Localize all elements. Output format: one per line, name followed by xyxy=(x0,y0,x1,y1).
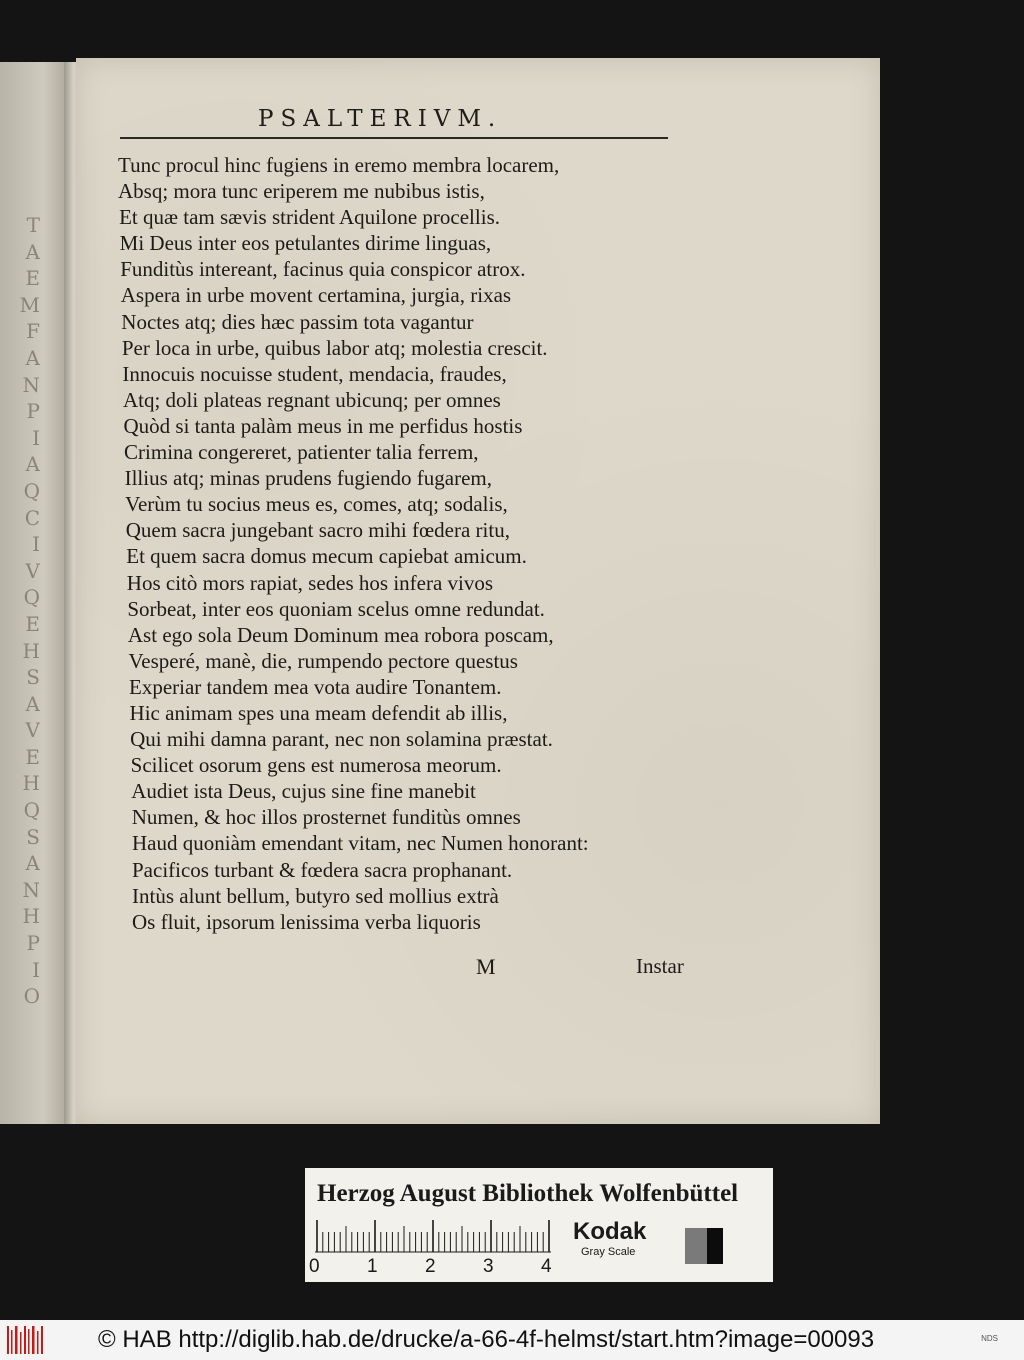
margin-letter: E xyxy=(25,611,40,636)
verse-line: Et quæ tam sævis strident Aquilone procellis. xyxy=(119,205,500,230)
ruler-scale xyxy=(315,1220,565,1260)
verse-line: Quem sacra jungebant sacro mihi fœdera ritu, xyxy=(125,518,510,543)
margin-letter: V xyxy=(25,558,40,583)
catchword: Instar xyxy=(636,954,684,978)
margin-letter: Q xyxy=(23,478,40,503)
verse-line: Quòd si tanta palàm meus in me perfidus hostis xyxy=(123,413,523,438)
footer-bar xyxy=(0,1320,1024,1360)
ruler-number: 4 xyxy=(541,1256,552,1277)
margin-letter: H xyxy=(22,638,40,663)
verse-line: Scilicet osorum gens est numerosa meorum. xyxy=(130,753,502,778)
verse-line: Ast ego sola Deum Dominum mea robora poscam, xyxy=(127,622,554,647)
verse-line: Sorbeat, inter eos quoniam scelus omne redundat. xyxy=(127,596,545,621)
margin-letter: N xyxy=(22,877,40,902)
left-page-margin-text xyxy=(0,212,40,1010)
footer-small-mark: NDS xyxy=(981,1334,998,1343)
head-rule xyxy=(120,137,668,139)
verse-line: Innocuis nocuisse student, mendacia, fraudes, xyxy=(122,361,507,386)
margin-letter: A xyxy=(25,691,40,716)
margin-letter: S xyxy=(26,665,40,690)
verse-line: Funditùs intereant, facinus quia conspicor atrox. xyxy=(120,257,526,282)
verse-line: Pacificos turbant & fœdera sacra prophanant. xyxy=(132,857,513,882)
verse-line: Hic animam spes una meam defendit ab illis, xyxy=(129,700,508,725)
margin-letter: A xyxy=(25,345,40,370)
black-swatch xyxy=(707,1228,723,1264)
kodak-brand: Kodak xyxy=(573,1218,647,1245)
ruler-number: 3 xyxy=(483,1256,494,1277)
margin-letter: T xyxy=(26,213,40,237)
margin-letter: I xyxy=(32,425,40,450)
margin-letter: M xyxy=(19,292,40,317)
verse-line: Experiar tandem mea vota audire Tonantem. xyxy=(129,674,502,699)
verse-line: Atq; doli plateas regnant ubicunq; per omnes xyxy=(122,387,501,412)
verse-line: Os fluit, ipsorum lenissima verba liquoris xyxy=(132,909,481,934)
margin-letter: V xyxy=(25,718,40,743)
margin-letter: A xyxy=(25,851,40,876)
margin-letter: F xyxy=(26,319,40,344)
margin-letter: E xyxy=(25,266,40,291)
margin-letter: N xyxy=(22,372,40,397)
barcode-icon xyxy=(6,1324,46,1356)
verse-line: Vesperé, manè, die, rumpendo pectore questus xyxy=(128,648,518,673)
verse-line: Tunc procul hinc fugiens in eremo membra locarem, xyxy=(118,153,560,177)
verse-line: Crimina congereret, patienter talia ferrem, xyxy=(124,440,479,465)
library-name: Herzog August Bibliothek Wolfenbüttel xyxy=(317,1180,739,1207)
margin-letter: A xyxy=(25,239,40,264)
gray-scale-label: Gray Scale xyxy=(581,1246,636,1258)
signature-mark: M xyxy=(476,954,496,979)
ruler-number: 1 xyxy=(367,1256,378,1277)
margin-letter: I xyxy=(32,957,40,982)
library-label-card xyxy=(305,1168,773,1282)
verse-line: Absq; mora tunc eriperem me nubibus istis, xyxy=(118,179,485,204)
gray-swatch xyxy=(685,1228,707,1264)
ruler-number: 2 xyxy=(425,1256,436,1277)
copyright-url[interactable]: © HAB http://diglib.hab.de/drucke/a-66-4f-helmst/start.htm?image=00093 xyxy=(98,1326,875,1353)
verse-line: Per loca in urbe, quibus labor atq; molestia crescit. xyxy=(121,335,548,360)
verse-line: Intùs alunt bellum, butyro sed mollius extrà xyxy=(132,883,499,908)
ruler-number: 0 xyxy=(309,1256,320,1277)
verse-line: Hos citò mors rapiat, sedes hos infera vivos xyxy=(126,570,494,595)
margin-letter: H xyxy=(22,904,40,929)
margin-letter: E xyxy=(25,744,40,769)
left-facing-page xyxy=(0,62,72,1124)
margin-letter: A xyxy=(25,452,40,477)
verse-line: Haud quoniàm emendant vitam, nec Numen honorant: xyxy=(132,831,589,856)
verse-line: Illius atq; minas prudens fugiendo fugarem, xyxy=(124,466,493,491)
verse-line: Qui mihi damna parant, nec non solamina præstat. xyxy=(130,727,553,752)
margin-letter: Q xyxy=(23,585,40,610)
margin-letter: I xyxy=(32,532,40,557)
verse-line: Audiet ista Deus, cujus sine fine manebit xyxy=(131,779,476,804)
verse-line: Et quem sacra domus mecum capiebat amicum. xyxy=(126,544,527,569)
book-page xyxy=(76,58,880,1124)
running-head: PSALTERIVM. xyxy=(258,106,503,132)
margin-letter: O xyxy=(23,984,40,1009)
verse-text xyxy=(118,152,589,935)
margin-letter: S xyxy=(26,824,40,849)
margin-letter: Q xyxy=(23,798,40,823)
margin-letter: P xyxy=(26,399,40,424)
verse-line: Aspera in urbe movent certamina, jurgia, rixas xyxy=(120,283,512,308)
verse-line: Noctes atq; dies hæc passim tota vagantur xyxy=(121,309,474,334)
verse-line: Numen, & hoc illos prosternet funditùs omnes xyxy=(131,805,521,830)
verse-line: Verùm tu socius meus es, comes, atq; sodalis, xyxy=(125,492,508,517)
margin-letter: C xyxy=(24,505,40,530)
margin-letter: H xyxy=(22,771,40,796)
verse-line: Mi Deus inter eos petulantes dirime linguas, xyxy=(119,231,492,256)
margin-letter: P xyxy=(26,931,40,956)
